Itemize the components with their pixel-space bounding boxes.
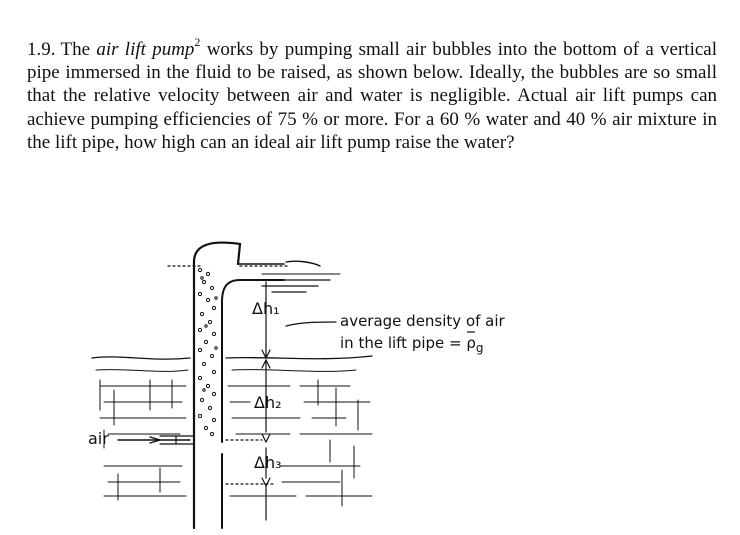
annotation-density-text: in the lift pipe = ρ [340,334,476,352]
problem-text-intro: The [60,39,97,60]
annotation-rho-subscript: g [475,341,484,355]
label-delta-h2: Δh₂ [254,393,282,412]
label-delta-h1: Δh₁ [252,299,280,318]
footnote-marker: 2 [194,35,201,49]
problem-statement [27,35,717,154]
air-lift-pump-term: air lift pump [96,39,195,60]
label-air: air [88,429,109,448]
label-delta-h3: Δh₃ [254,453,282,472]
air-lift-pump-diagram [0,230,740,530]
annotation-line-2 [340,334,484,355]
air-lift-pump-figure [0,230,740,530]
problem-number: 1.9. [27,39,56,60]
problem-text-body: works by pumping small air bubbles into the bottom of a vertical pipe immersed in the fluid to be raised, as shown below. Ideally, the bubbles are so small that the relative velocity between air and water is negligible. Actual air lift pumps can achieve pumping efficiencies of 75 % or more. For a 60 % water and 40 % air mixture in the lift pipe, how high can an ideal air lift pump raise the water? [27,39,717,153]
annotation-line-1: average density of air [340,312,505,330]
air-bubbles [198,268,217,435]
